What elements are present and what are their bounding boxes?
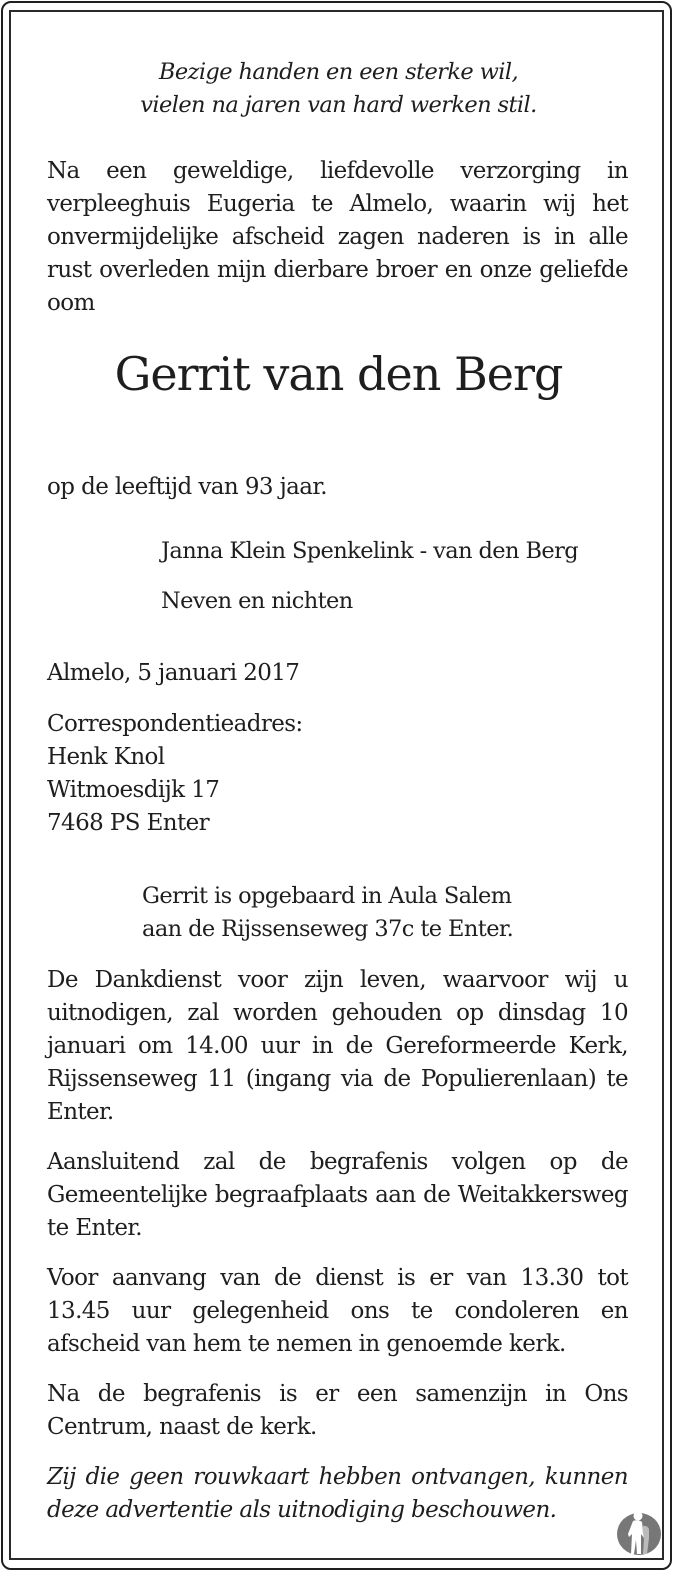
place-date: Almelo, 5 januari 2017 <box>47 660 300 686</box>
service-paragraph: De Dankdienst voor zijn leven, waarvoor wij u uitnodigen, zal worden gehouden op dinsdag 10 januari om 14.00 uur in de Gereformeerde Kerk, Rijssenseweg 11 (ingang via de Populierenlaan) te Enter. <box>47 967 628 1125</box>
embracing-figures-icon <box>616 1508 662 1556</box>
relative-2: Neven en nichten <box>161 588 353 614</box>
correspondence-name: Henk Knol <box>47 744 165 770</box>
relative-1: Janna Klein Spenkelink - van den Berg <box>161 538 579 564</box>
lying-in-state-line-1: Gerrit is opgebaard in Aula Salem <box>142 883 512 909</box>
condolence-paragraph: Voor aanvang van de dienst is er van 13.30 tot 13.45 uur gelegenheid ons te condoleren en afscheid van hem te nemen in genoemde kerk. <box>47 1265 628 1357</box>
motto-line-1: Bezige handen en een sterke wil, <box>158 59 519 85</box>
motto <box>0 56 677 122</box>
lying-in-state-line-2: aan de Rijssenseweg 37c te Enter. <box>142 916 514 942</box>
gathering-paragraph: Na de begrafenis is er een samenzijn in Ons Centrum, naast de kerk. <box>47 1381 628 1440</box>
intro-paragraph: Na een geweldige, liefdevolle verzorging in verpleeghuis Eugeria te Almelo, waarin wij het onvermijdelijke afscheid zagen naderen is in alle rust overleden mijn dierbare broer en onze geliefde oom <box>47 158 628 316</box>
correspondence-street: Witmoesdijk 17 <box>47 777 220 803</box>
correspondence-postal-city: 7468 PS Enter <box>47 810 210 836</box>
correspondence-address <box>47 708 628 840</box>
burial-paragraph: Aansluitend zal de begrafenis volgen op de Gemeentelijke begraafplaats aan de Weitakkersweg te Enter. <box>47 1149 628 1241</box>
closing-note: Zij die geen rouwkaart hebben ontvangen, kunnen deze advertentie als uitnodiging beschouwen. <box>47 1464 628 1523</box>
age-text: op de leeftijd van 93 jaar. <box>47 474 327 500</box>
lying-in-state <box>142 880 513 946</box>
motto-line-2: vielen na jaren van hard werken stil. <box>140 92 537 118</box>
correspondence-label: Correspondentieadres: <box>47 711 303 737</box>
deceased-name: Gerrit van den Berg <box>114 347 563 401</box>
